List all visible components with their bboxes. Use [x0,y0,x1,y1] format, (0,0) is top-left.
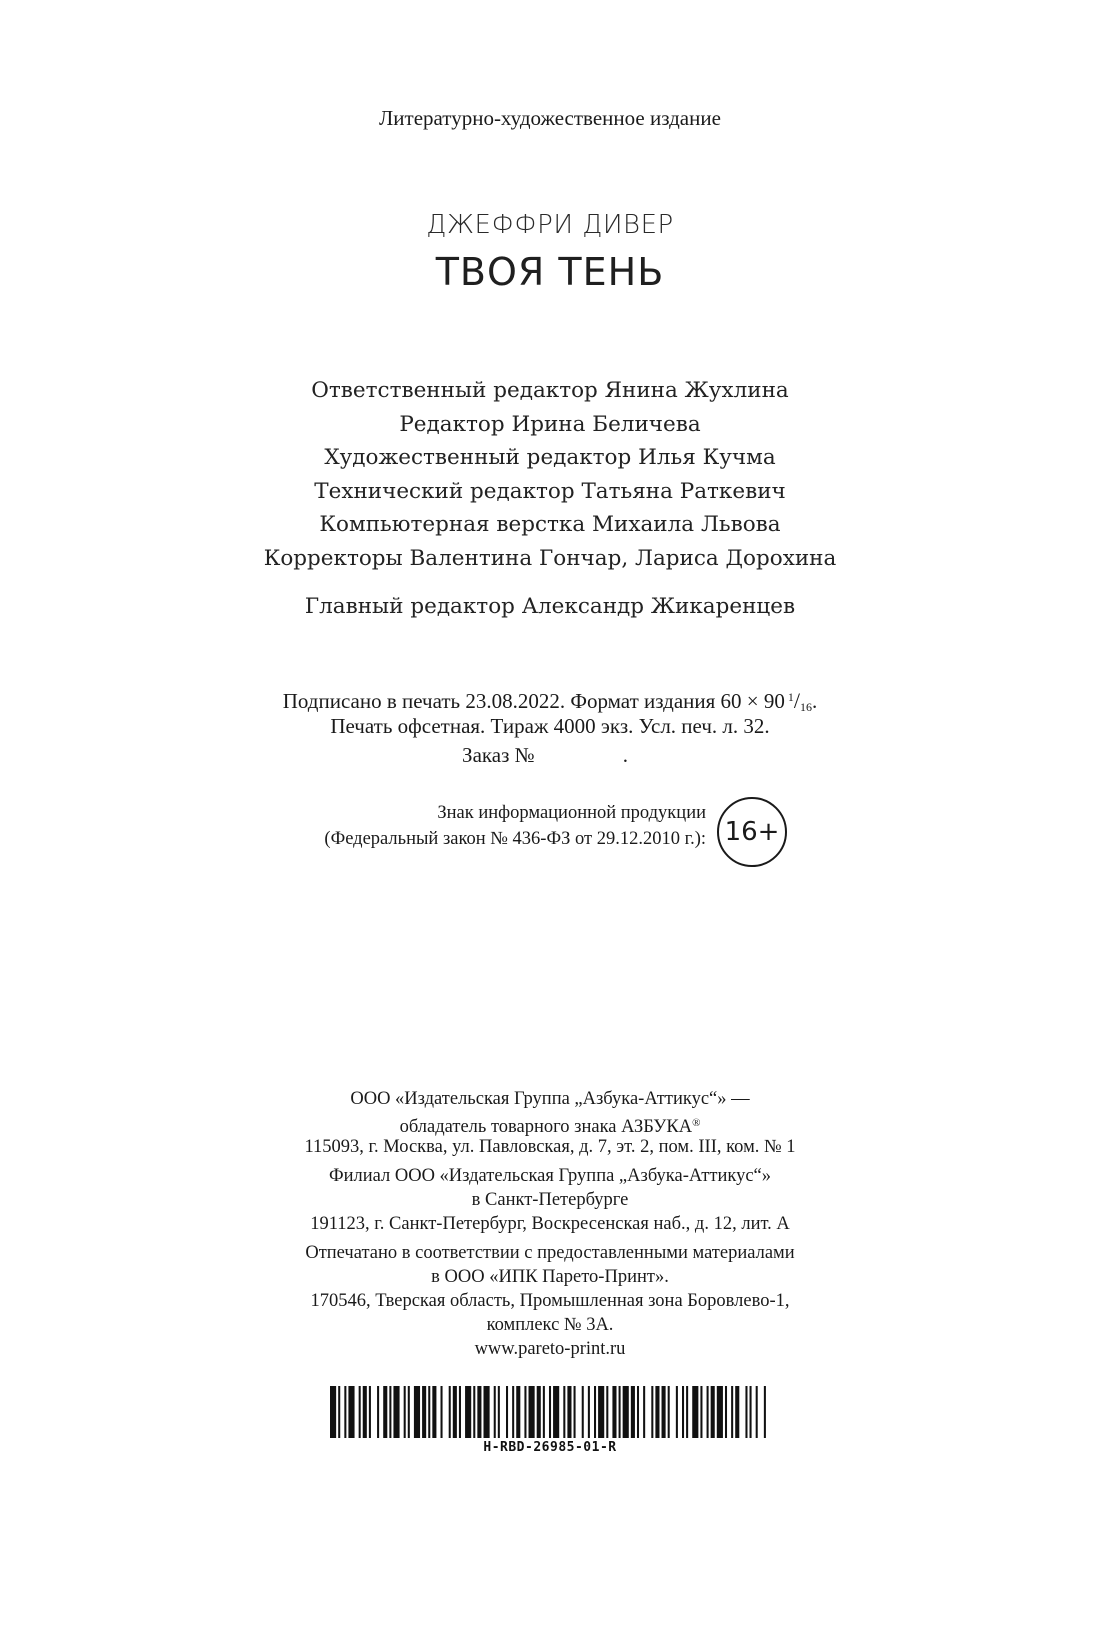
barcode-bar [359,1386,361,1438]
barcode-bar [711,1386,715,1438]
age-rating-line2: (Федеральный закон № 436-ФЗ от 29.12.2010 г.): [324,829,706,849]
barcode-bar [643,1386,645,1438]
barcode-bar [582,1386,584,1438]
barcode-bar [606,1386,608,1438]
barcode-bar [494,1386,496,1438]
barcode-bar [529,1386,535,1438]
barcode-bar [389,1386,391,1438]
order-label: Заказ № [462,743,535,767]
age-rating-text [270,800,706,852]
barcode-bar [574,1386,576,1438]
credits-list [0,374,1100,575]
barcode-bar [465,1386,471,1438]
format-fraction-slash: / [793,688,801,713]
barcode-bar [377,1386,379,1438]
barcode-bar [428,1386,430,1438]
publisher-trademark: обладатель товарного знака АЗБУКА [399,1117,693,1137]
barcode-bar [516,1386,520,1438]
signed-text: Подписано в печать 23.08.2022. Формат издания 60 × 90 [282,689,785,713]
printer-website: www.pareto-print.ru [474,1339,626,1359]
printer-address2: комплекс № 3А. [486,1315,614,1335]
barcode-bar [512,1386,514,1438]
barcode-bar [383,1386,387,1438]
barcode-bar [637,1386,639,1438]
barcode-bars [330,1386,770,1438]
publisher-line2 [0,1111,1100,1135]
barcode-bar [408,1386,410,1438]
barcode-bar [432,1386,436,1438]
credit-line: Технический редактор Татьяна Раткевич [314,478,786,504]
barcode-bar [598,1386,604,1438]
barcode-bar [506,1386,508,1438]
barcode-bar [676,1386,678,1438]
barcode-bar [655,1386,659,1438]
barcode-bar [731,1386,733,1438]
format-fraction-end: . [812,689,818,713]
barcode-bar [524,1386,526,1438]
registered-mark: ® [692,1117,701,1129]
barcode-bar [717,1386,723,1438]
barcode-bar [453,1386,457,1438]
edition-type: Литературно-художественное издание [379,106,721,130]
printed-line2: в ООО «ИПК Парето-Принт». [431,1267,669,1287]
barcode-bar [498,1386,500,1438]
publisher-line1: ООО «Издательская Группа „Азбука-Аттикус“» — [350,1089,750,1109]
print-info [0,683,1100,770]
barcode-bar [725,1386,727,1438]
barcode-bar [594,1386,596,1438]
barcode-bar [543,1386,545,1438]
barcode-bar [567,1386,571,1438]
barcode-bar [764,1386,766,1438]
barcode-bar [422,1386,426,1438]
barcode-bar [662,1386,666,1438]
barcode-bar [588,1386,590,1438]
barcode-bar [612,1386,616,1438]
barcode-bar [344,1386,346,1438]
signed-line [0,683,1100,712]
barcode-bar [330,1386,336,1438]
print-line: Печать офсетная. Тираж 4000 экз. Усл. печ. л. 32. [330,714,770,738]
barcode-bar [745,1386,747,1438]
barcode-bar [563,1386,565,1438]
branch-line2: в Санкт-Петербурге [471,1190,629,1210]
printer-address1: 170546, Тверская область, Промышленная зона Боровлево-1, [310,1291,790,1311]
barcode-bar [473,1386,475,1438]
chief-editor: Главный редактор Александр Жикаренцев [304,594,796,619]
format-fraction-denominator: 16 [800,700,813,714]
barcode-bar [369,1386,371,1438]
barcode-bar [750,1386,752,1438]
format-fraction-numerator: 1 [787,690,794,704]
barcode-bar [549,1386,551,1438]
barcode-bar [414,1386,420,1438]
barcode-bar [682,1386,684,1438]
order-end: . [622,743,628,767]
order-line [0,741,1095,770]
barcode-bar [756,1386,758,1438]
barcode-bar [537,1386,541,1438]
barcode-bar [553,1386,559,1438]
barcode-bar [477,1386,481,1438]
age-rating-badge: 16+ [717,797,787,867]
barcode-bar [700,1386,702,1438]
barcode-bar [441,1386,443,1438]
credit-line: Компьютерная верстка Михаила Львова [319,512,781,537]
barcode-bar [692,1386,698,1438]
barcode-bar [449,1386,451,1438]
barcode-bar [707,1386,709,1438]
book-title: ТВОЯ ТЕНЬ [435,250,665,294]
barcode-bar [483,1386,489,1438]
imprint-block [0,1087,1100,1361]
credit-line: Корректоры Валентина Гончар, Лариса Дорохина [263,545,837,571]
barcode-bar [651,1386,653,1438]
barcode-bar [619,1386,621,1438]
credit-line: Ответственный редактор Янина Жухлина [311,378,789,403]
barcode-bar [393,1386,399,1438]
branch-address: 191123, г. Санкт-Петербург, Воскресенская наб., д. 12, лит. А [310,1214,790,1234]
barcode-code: H-RBD-26985-01-R [483,1440,617,1455]
age-rating-line1: Знак информационной продукции [437,803,706,823]
barcode-bar [735,1386,739,1438]
barcode-bar [363,1386,367,1438]
author-name: ДЖЕФФРИ ДИВЕР [426,210,674,240]
barcode-bar [459,1386,461,1438]
barcode-bar [348,1386,354,1438]
publisher-address: 115093, г. Москва, ул. Павловская, д. 7, эт. 2, пом. III, ком. № 1 [304,1137,796,1157]
branch-line1: Филиал ООО «Издательская Группа „Азбука-Аттикус“» [328,1166,772,1186]
barcode-bar [668,1386,670,1438]
barcode-bar [404,1386,406,1438]
barcode-bar [338,1386,340,1438]
credit-line: Художественный редактор Илья Кучма [324,445,776,470]
barcode-bar [631,1386,635,1438]
printed-line1: Отпечатано в соответствии с предоставленными материалами [305,1243,795,1263]
credit-line: Редактор Ирина Беличева [399,411,701,437]
barcode-bar [623,1386,629,1438]
barcode-bar [686,1386,688,1438]
